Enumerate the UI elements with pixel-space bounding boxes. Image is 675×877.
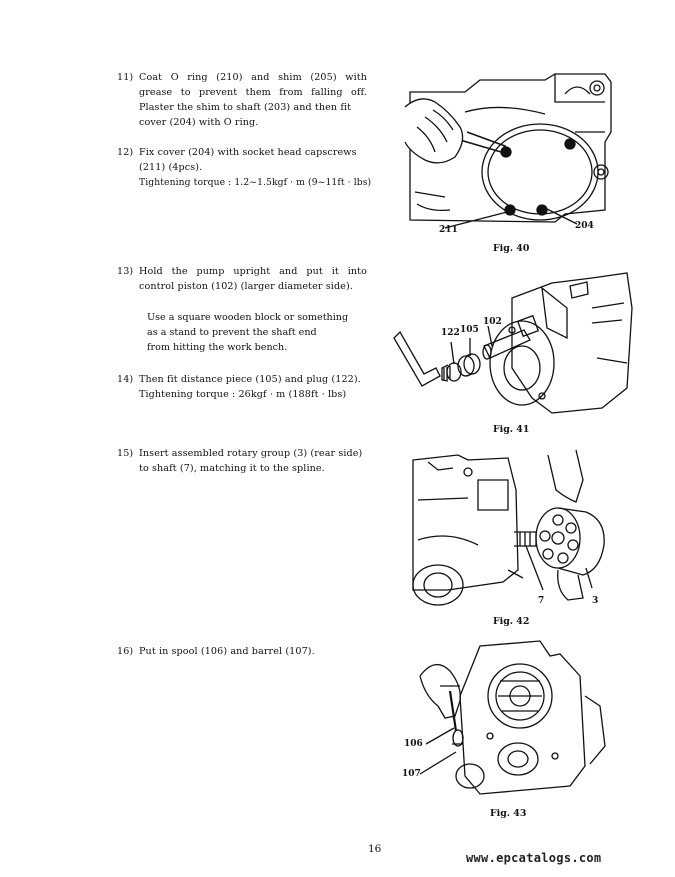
step-12 <box>117 145 372 190</box>
step-line: Coat O ring (210) and shim (205) with <box>139 72 367 83</box>
step-number: 12) <box>117 147 134 158</box>
callout-7: 7 <box>538 596 545 606</box>
figure-41-caption: Fig. 41 <box>493 424 530 435</box>
callout-122: 122 <box>441 328 460 338</box>
step-number: 15) <box>117 448 134 459</box>
callout-204: 204 <box>575 221 594 231</box>
figure-40-illustration <box>405 72 620 242</box>
step-line: to shaft (7), matching it to the spline. <box>139 463 325 474</box>
note-wooden-block <box>147 310 351 355</box>
callout-211: 211 <box>439 225 458 235</box>
callout-102: 102 <box>483 317 502 327</box>
step-line: Tightening torque : 1.2~1.5kgf · m (9~11ft · lbs) <box>139 177 372 188</box>
page-number: 16 <box>368 843 382 855</box>
note-line: as a stand to prevent the shaft end <box>147 327 317 338</box>
step-line: Insert assembled rotary group (3) (rear side) <box>139 448 363 459</box>
note-line: from hitting the work bench. <box>147 342 288 353</box>
figure-42-illustration <box>408 450 608 610</box>
step-line: cover (204) with O ring. <box>139 117 259 128</box>
step-14 <box>117 372 367 402</box>
step-number: 13) <box>117 266 134 277</box>
step-13 <box>117 264 367 294</box>
step-16 <box>117 644 367 659</box>
step-number: 11) <box>117 72 134 83</box>
step-line: Plaster the shim to shaft (203) and then fit <box>139 102 352 113</box>
step-line: grease to prevent them from falling off. <box>139 87 367 98</box>
callout-106: 106 <box>404 739 423 749</box>
figure-43-caption: Fig. 43 <box>490 808 527 819</box>
figure-40-caption: Fig. 40 <box>493 243 530 254</box>
callout-107: 107 <box>402 769 421 779</box>
step-line: Put in spool (106) and barrel (107). <box>139 646 315 657</box>
step-line: control piston (102) (larger diameter side). <box>139 281 353 292</box>
step-line: Then fit distance piece (105) and plug (122). <box>139 374 361 385</box>
step-line: Fix cover (204) with socket head capscrews <box>139 147 357 158</box>
callout-3: 3 <box>592 596 599 606</box>
callout-105: 105 <box>460 325 479 335</box>
note-line: Use a square wooden block or something <box>147 312 349 323</box>
step-15 <box>117 446 367 476</box>
step-number: 14) <box>117 374 134 385</box>
figure-42-caption: Fig. 42 <box>493 616 530 627</box>
step-line: Tightening torque : 26kgf · m (188ft · lbs) <box>139 389 347 400</box>
step-number: 16) <box>117 646 134 657</box>
step-line: Hold the pump upright and put it into <box>139 266 367 277</box>
step-line: (211) (4pcs). <box>139 162 203 173</box>
figure-41-illustration <box>392 268 632 418</box>
step-11 <box>117 70 367 130</box>
figure-43-illustration <box>400 636 610 802</box>
watermark-url: www.epcatalogs.com <box>466 851 602 865</box>
